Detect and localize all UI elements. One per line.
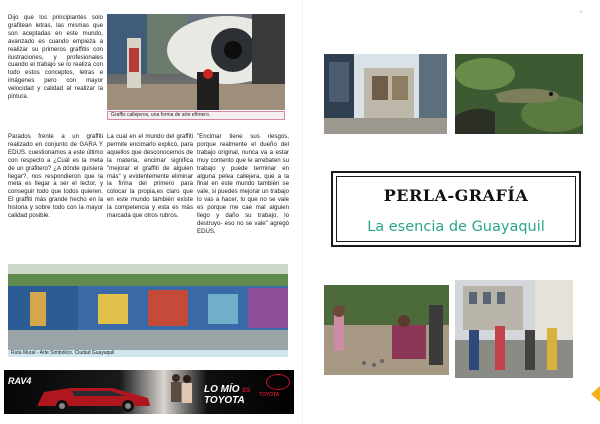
previous-page-arrow-icon[interactable] — [591, 386, 600, 402]
malecon-crowd-illustration — [455, 280, 573, 378]
graffiti-artist-illustration — [107, 14, 285, 110]
article-column-1: Parados frente a un graffiti realizado en conjunto de GARA Y EDUS. cuestionamos a este último con respecto a ¿Cuál es la meta de un grafitero? ¿A dónde quisiera llegar?, nos respondieron que la meta es llegar a ser el lector, y conseguir todo que todos quieren. El graffiti más grande hecho en la historia y sobre todo con la mayor calidad posible. — [8, 133, 103, 220]
article-column-2: La cual en el mundo del graffiti permite encimarlo explicó, para aquellos que desconocemos de la materia, encimar significa "mejorar el graffiti de alguien más" y evidentemente eliminar la firma del primero para colocar la propia,es claro que en este mundo también existe la competencia y esta es más marcada que otros rubros. — [107, 133, 193, 220]
article-column-3: "Encimar tiene sus riesgos, porque realmente el dueño del trabajo original, nunca va a estar muy contento que le arrebaten su trabajo y puede terminar en alguna pelea callejera, que a la final en este mundo también se vale, si puedes mejorar un trabajo lo vas a hacer, lo que no se vale es porque me cae mal alguien llego y daño su trabajo, lo destruyo- eso no se vale" agregó EDUS. — [197, 133, 289, 235]
iguanas-illustration — [455, 54, 583, 134]
mural-caption: Ruta Mural - Arte Simbólico. Ciudad Guayaquil — [8, 350, 288, 357]
title-box — [331, 171, 581, 247]
page-title: PERLA-GRAFÍA — [383, 186, 529, 205]
page-gutter — [302, 0, 303, 424]
ad-slogan — [204, 385, 250, 406]
street-shop-photo — [324, 54, 447, 134]
toyota-advertisement[interactable] — [4, 370, 294, 414]
iguanas-photo — [455, 54, 583, 134]
page-subtitle: La esencia de Guayaquil — [367, 219, 545, 235]
ad-slogan-es: ES — [242, 388, 251, 394]
toyota-logo-icon — [266, 374, 290, 390]
top-photo-caption: Graffis callejeros, una forma de arte efímero. — [107, 111, 285, 120]
couple-silhouette-icon — [166, 372, 196, 414]
park-pigeons-illustration — [324, 285, 449, 375]
mural-illustration — [8, 264, 288, 350]
ad-brand: TOYOTA — [259, 392, 280, 398]
park-pigeons-photo — [324, 285, 449, 375]
page-marker: • — [580, 10, 583, 16]
ad-slogan-line2: TOYOTA — [204, 395, 245, 406]
graffiti-artist-photo — [107, 14, 285, 110]
intro-paragraph: Dijo que los principiantes solo grafitean letras, las mismas que son aceptadas en este mundo, avanzado es cuando empieza a realizar su primeros graffitis con ilustraciones, y profesionales cuando el trabajo se lo realiza con todo estos conceptos, letras e imágenes pero con mayor velocidad y calidad al realizar la pintura. — [8, 14, 103, 101]
malecon-crowd-photo — [455, 280, 573, 378]
ad-slogan-line1: LO MÍO — [204, 384, 240, 395]
ad-car-model: RAV4 — [8, 376, 32, 386]
title-box-inner-border — [336, 176, 576, 242]
street-shop-illustration — [324, 54, 447, 134]
red-suv-icon — [34, 382, 154, 412]
mural-photo — [8, 264, 288, 350]
